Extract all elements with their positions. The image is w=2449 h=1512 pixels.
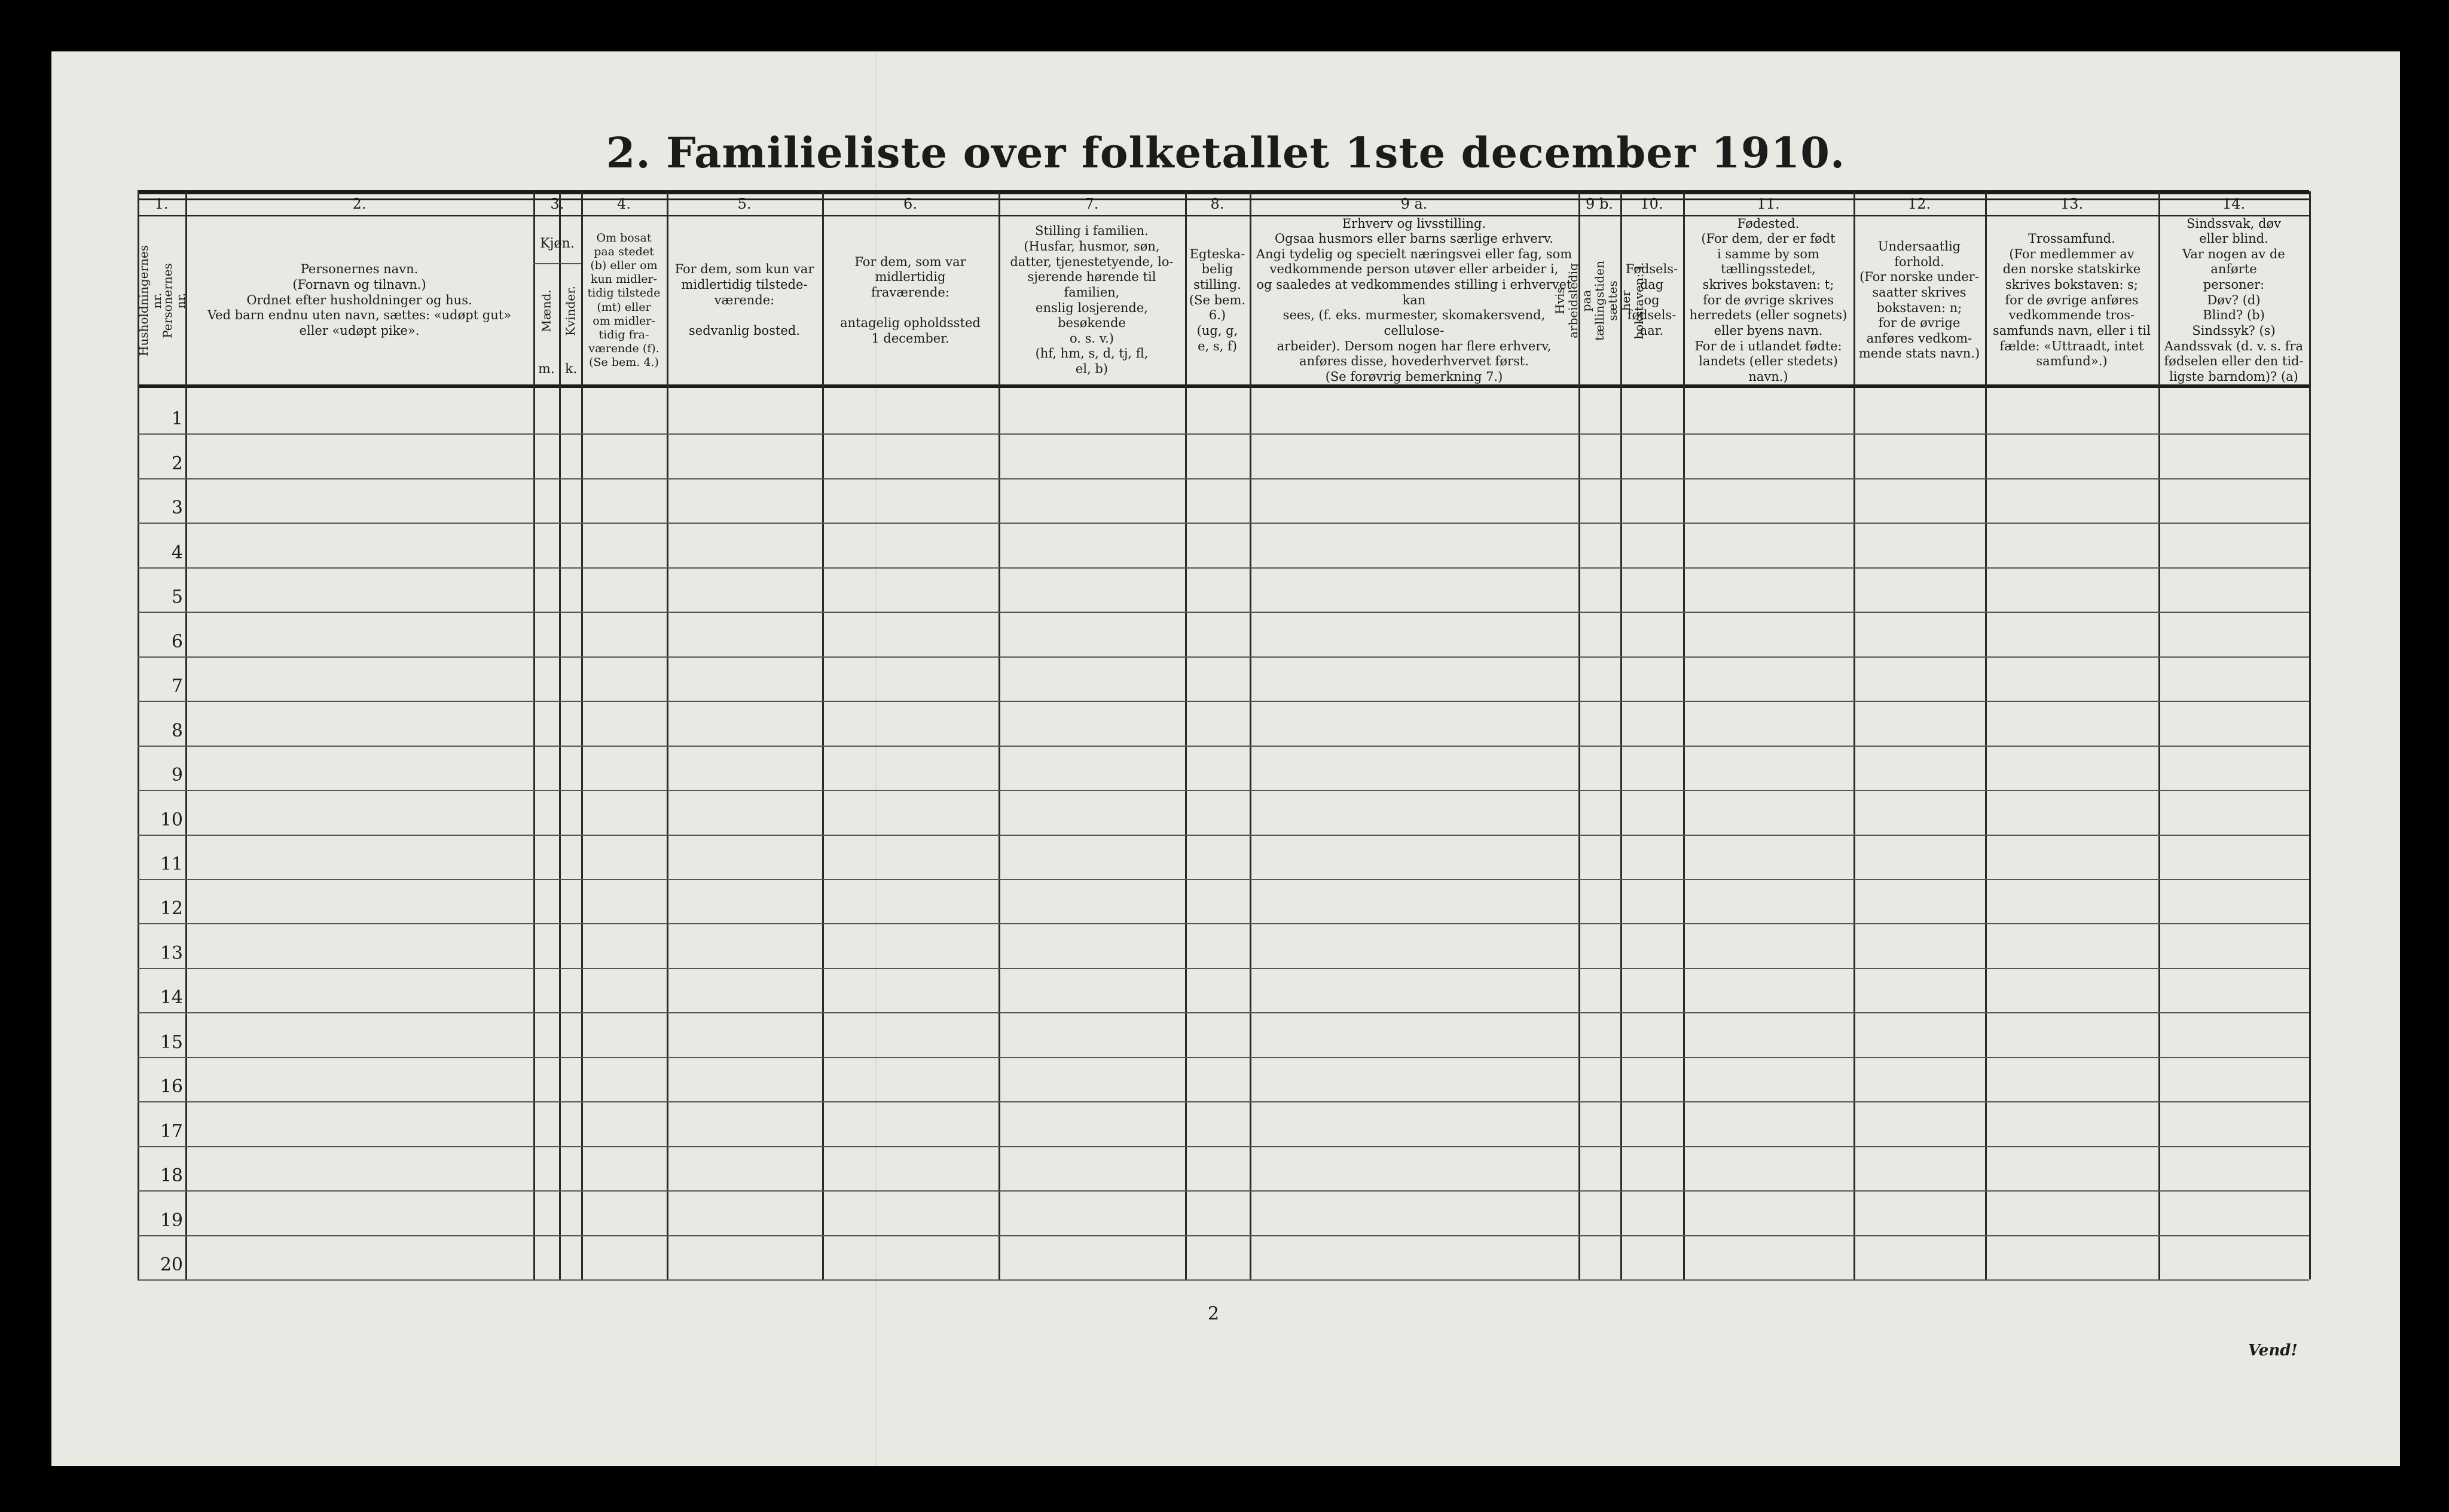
header-sex-k: k.: [565, 362, 578, 377]
header-birthplace: Fødested. (For dem, der er født i samme by som tællingsstedet, skrives bokstaven: t; for de øvrige skrives herredets (eller sognets) eller byens navn. For de i utlandet fødte: landets (eller stedets) navn.): [1689, 216, 1848, 384]
row-number: 20: [160, 1254, 183, 1275]
header-men-text: Mænd.: [539, 289, 554, 332]
header-person-number-text: Personernes nr.: [160, 262, 188, 338]
row-number: 1: [171, 408, 183, 430]
header-sex: Kjøn.: [540, 236, 575, 251]
header-marital-status: Egteska- belig stilling. (Se bem. 6.) (ug, g, e, s, f): [1189, 246, 1246, 353]
table-row-line: [138, 612, 2309, 613]
table-row-line: [138, 701, 2309, 702]
row-number: 4: [171, 542, 183, 563]
page-title: 2. Familieliste over folketallet 1ste december 1910.: [606, 128, 1846, 178]
table-row-line: [138, 433, 2309, 435]
column-number: 6.: [903, 196, 917, 212]
header-household-number: [136, 221, 164, 380]
header-women: [559, 266, 581, 356]
row-number: 11: [160, 853, 183, 875]
row-number: 15: [160, 1031, 183, 1053]
column-number: 11.: [1757, 196, 1780, 212]
row-number: 7: [171, 676, 183, 697]
row-number: 9: [171, 765, 183, 786]
header-residence-status: Om bosat paa stedet (b) eller om kun midler- tidig tilstede (mt) eller om midler- tidig fra- værende (f). (Se bem. 4.): [587, 231, 661, 369]
column-number: 13.: [2060, 196, 2084, 212]
header-person-number: [160, 221, 188, 380]
row-number: 17: [160, 1120, 183, 1142]
page-number: 2: [1208, 1303, 1220, 1324]
row-number: 5: [171, 587, 183, 608]
row-number: 18: [160, 1165, 183, 1187]
header-citizenship: Undersaatlig forhold. (For norske under- saatter skrives bokstaven: n; for de øvrige anføres vedkom- mende stats navn.): [1858, 239, 1980, 361]
table-row-line: [138, 746, 2309, 747]
table-row-line: [138, 478, 2309, 479]
column-number: 8.: [1210, 196, 1224, 212]
table-row-line: [138, 1146, 2309, 1147]
row-number: 6: [171, 631, 183, 652]
row-number: 19: [160, 1209, 183, 1231]
header-occupation: Erhverv og livsstilling. Ogsaa husmors eller barns særlige erhverv. Angi tydelig og specielt næringsvei eller fag, som vedkommende person utøver eller arbeider i, og saaledes at vedkommendes stilling i erhvervet kan sees, (f. eks. murmester, skomakersvend, cellulose- arbeider). Dersom nogen har flere erhverv, anføres disse, hovederhvervet først. (Se forøvrig bemerkning 7.): [1256, 216, 1572, 384]
table-row-line: [138, 879, 2309, 880]
table-row-line: [138, 656, 2309, 658]
header-women-text: Kvinder.: [563, 286, 578, 336]
header-unemployed: [1553, 221, 1647, 380]
header-unemployed-text: Hvis arbeidsledig paa tællingstiden sættes her bokstaven: l.: [1553, 260, 1647, 341]
sex-header-line: [533, 263, 581, 264]
table-row-line: [138, 790, 2309, 791]
table-row-line: [138, 923, 2309, 924]
table-row-line: [138, 1190, 2309, 1192]
row-number: 8: [171, 720, 183, 741]
table-row-line: [138, 1101, 2309, 1102]
table-row-line: [138, 968, 2309, 969]
table-row-line: [138, 1057, 2309, 1058]
header-temporarily-present: For dem, som kun var midlertidig tilstede- værende: sedvanlig bosted.: [674, 262, 814, 338]
row-number: 16: [160, 1076, 183, 1098]
header-sex-m: m.: [538, 362, 555, 377]
column-number: 5.: [737, 196, 752, 212]
header-religion: Trossamfund. (For medlemmer av den norske statskirke skrives bokstaven: s; for de øvrige anføres vedkommende tros- samfunds navn, eller i til fælde: «Uttraadt, intet samfund».): [1993, 231, 2151, 369]
row-number: 2: [171, 453, 183, 474]
table-row-line: [138, 835, 2309, 836]
column-line: [2309, 191, 2311, 1279]
header-disability: Sindssvak, døv eller blind. Var nogen av de anførte personer: Døv? (d) Blind? (b) Sindssyk? (s) Aandssvak (d. v. s. fra fødselen eller den tid- ligste barndom)? (a): [2164, 216, 2304, 384]
column-number: 7.: [1085, 196, 1099, 212]
row-number: 12: [160, 898, 183, 920]
table-row-line: [138, 567, 2309, 569]
row-number: 3: [171, 497, 183, 519]
column-number: 2.: [352, 196, 367, 212]
row-number: 13: [160, 942, 183, 964]
header-temporarily-absent: For dem, som var midlertidig fraværende: antagelig opholdssted 1 december.: [840, 254, 981, 346]
column-number: 4.: [617, 196, 631, 212]
header-birth-date: Fødsels- dag og fødsels- aar.: [1625, 262, 1678, 338]
column-number: 9 a.: [1400, 196, 1428, 212]
header-name: Personernes navn. (Fornavn og tilnavn.) Ordnet efter husholdninger og hus. Ved barn endnu uten navn, sættes: «udøpt gut» eller «udøpt pike».: [207, 262, 512, 338]
row-number: 10: [160, 809, 183, 830]
header-family-position: Stilling i familien. (Husfar, husmor, søn, datter, tjenestetyende, lo- sjerende hørende til familien, enslig losjerende, besøkende o. s. v.) (hf, hm, s, d, tj, fl, el, b): [1010, 224, 1174, 376]
header-household-number-text: Husholdningernes nr.: [136, 245, 164, 356]
turn-page-note: Vend!: [2248, 1342, 2298, 1360]
column-number: 12.: [1907, 196, 1931, 212]
column-number: 3.: [550, 196, 564, 212]
column-number: 9 b.: [1586, 196, 1613, 212]
table-row-line: [138, 1235, 2309, 1236]
colnum-rule: [138, 215, 2309, 216]
column-number: 1.: [154, 196, 169, 212]
row-number: 14: [160, 987, 183, 1009]
header-men: [533, 266, 559, 356]
table-row-line: [138, 1279, 2309, 1281]
table-row-line: [138, 1012, 2309, 1013]
header-rule: [138, 384, 2309, 388]
table-row-line: [138, 523, 2309, 524]
column-number: 10.: [1640, 196, 1663, 212]
sex-split-line: [559, 263, 561, 1279]
column-number: 14.: [2222, 196, 2246, 212]
